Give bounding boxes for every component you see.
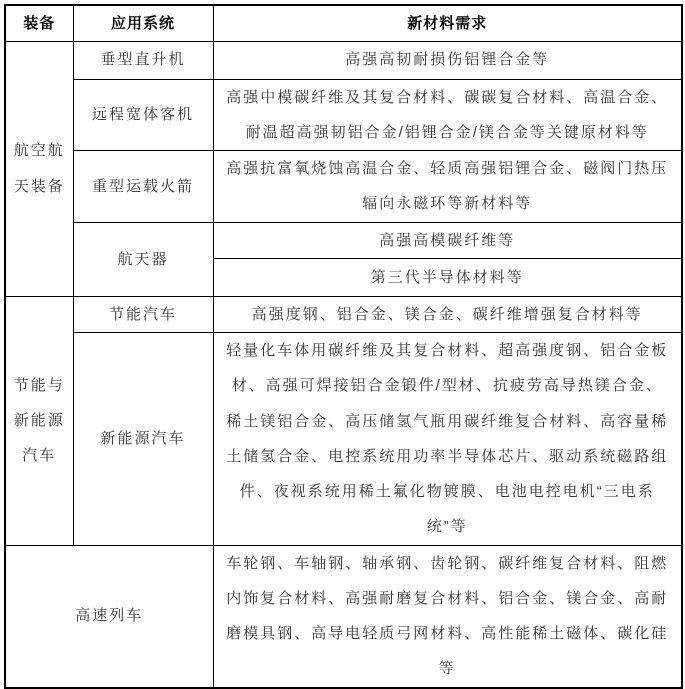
header-equipment: 装备: [5, 5, 73, 41]
system-new-energy-vehicle: 新能源汽车: [73, 333, 213, 546]
table-row: [5, 333, 682, 546]
materials-helicopter: 高强高韧耐损伤铝锂合金等: [213, 41, 682, 79]
system-helicopter: 垂型直升机: [73, 41, 213, 79]
table-row: [5, 545, 682, 688]
table-row: [5, 222, 682, 258]
header-application-system: 应用系统: [73, 5, 213, 41]
table-row: [5, 296, 682, 332]
table-row: [5, 151, 682, 223]
header-material-demand: 新材料需求: [213, 5, 682, 41]
materials-spacecraft-1: 高强高模碳纤维等: [213, 222, 682, 258]
materials-wide-body-aircraft: 高强中模碳纤维及其复合材料、碳碳复合材料、高温合金、耐温超高强韧铝合金/铝锂合金/镁合金等关键原材料等: [213, 79, 682, 151]
system-wide-body-aircraft: 远程宽体客机: [73, 79, 213, 151]
table-row: [5, 79, 682, 151]
header-row: [5, 5, 682, 41]
materials-energy-saving-vehicle: 高强度钢、铝合金、镁合金、碳纤维增强复合材料等: [213, 296, 682, 332]
system-energy-saving-vehicle: 节能汽车: [73, 296, 213, 332]
materials-requirements-table: [4, 4, 683, 689]
equipment-group-high-speed-train: 高速列车: [5, 545, 213, 688]
materials-spacecraft-2: 第三代半导体材料等: [213, 258, 682, 296]
system-spacecraft: 航天器: [73, 222, 213, 296]
system-heavy-rocket: 重型运载火箭: [73, 151, 213, 223]
equipment-group-aerospace: 航空航天装备: [5, 41, 73, 296]
table-row: [5, 41, 682, 79]
materials-new-energy-vehicle: 轻量化车体用碳纤维及其复合材料、超高强度钢、铝合金板材、高强可焊接铝合金锻件/型材、抗疲劳高导热镁合金、稀土镁铝合金、高压储氢气瓶用碳纤维复合材料、高容量稀土储氢合金、电控系统用功率半导体芯片、驱动系统磁路组件、夜视系统用稀土氟化物镀膜、电池电控电机“三电系统”等: [213, 333, 682, 546]
equipment-group-energy-vehicles: 节能与新能源汽车: [5, 296, 73, 545]
materials-heavy-rocket: 高强抗富氧烧蚀高温合金、轻质高强铝锂合金、磁阀门热压辐向永磁环等新材料等: [213, 151, 682, 223]
materials-high-speed-train: 车轮钢、车轴钢、轴承钢、齿轮钢、碳纤维复合材料、阻燃内饰复合材料、高强耐磨复合材料、铝合金、镁合金、高耐磨模具钢、高导电轻质弓网材料、高性能稀土磁体、碳化硅等: [213, 545, 682, 688]
